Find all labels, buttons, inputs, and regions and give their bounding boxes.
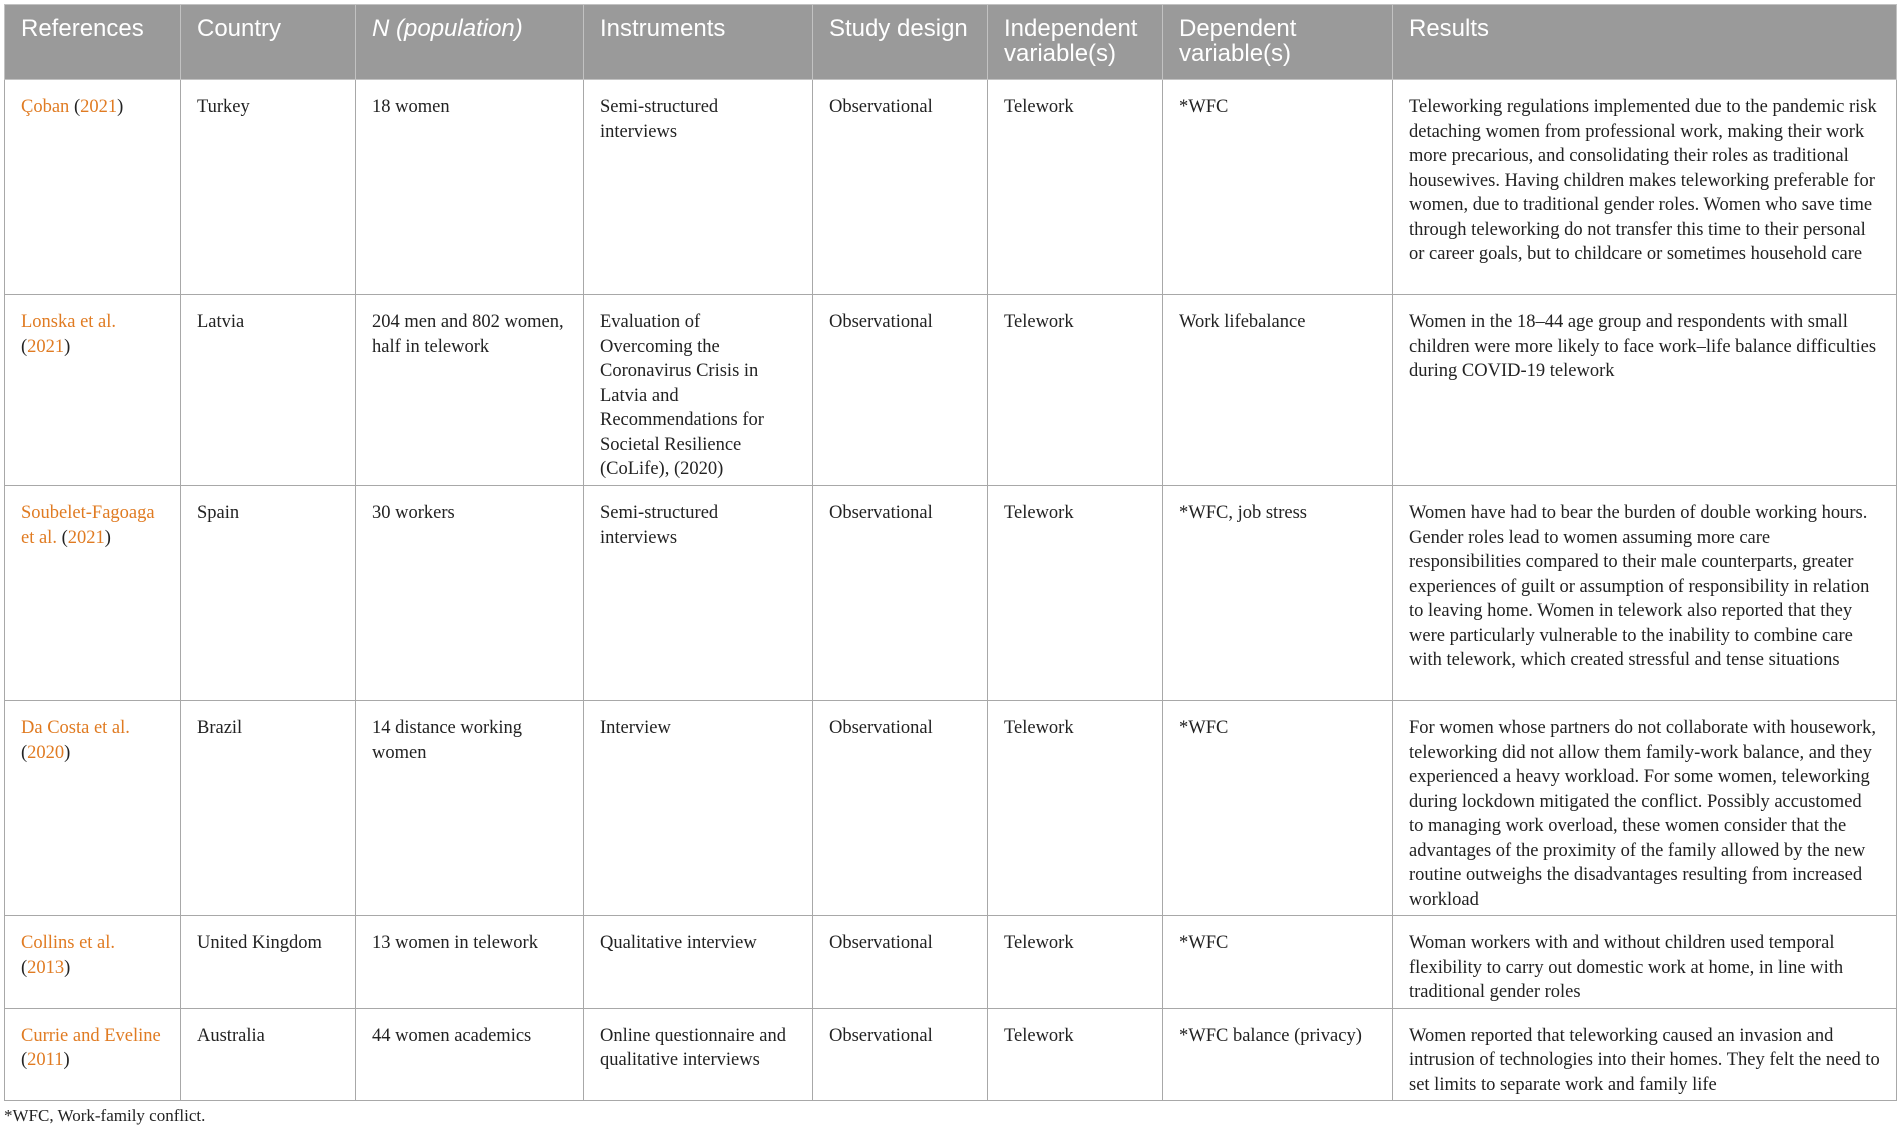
dependent-cell: Work lifebalance <box>1163 295 1393 486</box>
reference-cell: Çoban (2021) <box>5 80 181 295</box>
table-row <box>5 80 1897 295</box>
instruments-cell: Interview <box>584 701 813 916</box>
independent-cell: Telework <box>988 295 1163 486</box>
reference-author-link[interactable]: Lonska et al. <box>21 312 117 332</box>
reference-cell: Da Costa et al. (2020) <box>5 701 181 916</box>
reference-author-link[interactable]: Collins et al. <box>21 933 116 953</box>
population-cell: 14 distance working women <box>356 701 584 916</box>
population-cell: 13 women in telework <box>356 916 584 1009</box>
table-row <box>5 701 1897 916</box>
dependent-cell: *WFC, job stress <box>1163 486 1393 701</box>
population-cell: 30 workers <box>356 486 584 701</box>
dependent-cell: *WFC <box>1163 916 1393 1009</box>
population-cell: 18 women <box>356 80 584 295</box>
instruments-cell: Semi-structured interviews <box>584 486 813 701</box>
design-cell: Observational <box>813 80 988 295</box>
header-results: Results <box>1393 5 1897 80</box>
reference-year-link[interactable]: 2013 <box>27 957 65 978</box>
design-cell: Observational <box>813 486 988 701</box>
results-cell: Women in the 18–44 age group and respondents with small children were more likely to face work–life balance difficulties during COVID-19 telework <box>1393 295 1897 486</box>
header-study-design: Study design <box>813 5 988 80</box>
reference-cell: Currie and Eveline (2011) <box>5 1008 181 1101</box>
instruments-cell: Online questionnaire and qualitative interviews <box>584 1008 813 1101</box>
results-cell: Teleworking regulations implemented due to the pandemic risk detaching women from professional work, making their work more precarious, and consolidating their roles as traditional housewives. Having children makes teleworking preferable for women, due to traditional gender roles. Women who save time through teleworking do not transfer this time to their personal or career goals, but to childcare or sometimes household care <box>1393 80 1897 295</box>
reference-author-link[interactable]: Soubelet-Fagoaga et al. <box>21 503 155 548</box>
country-cell: Latvia <box>181 295 356 486</box>
instruments-cell: Evaluation of Overcoming the Coronavirus Crisis in Latvia and Recommendations for Societal Resilience (CoLife), (2020) <box>584 295 813 486</box>
header-independent-variables: Independent variable(s) <box>988 5 1163 80</box>
header-country: Country <box>181 5 356 80</box>
reference-author-link[interactable]: Çoban <box>21 97 70 117</box>
instruments-cell: Qualitative interview <box>584 916 813 1009</box>
reference-year-link[interactable]: 2021 <box>27 336 65 357</box>
results-cell: Woman workers with and without children used temporal flexibility to carry out domestic work at home, in line with traditional gender roles <box>1393 916 1897 1009</box>
independent-cell: Telework <box>988 916 1163 1009</box>
table-body <box>5 80 1897 1101</box>
results-cell: For women whose partners do not collaborate with housework, teleworking did not allow them family-work balance, and they experienced a heavy workload. For some women, teleworking during lockdown mitigated the conflict. Possibly accustomed to managing work overload, these women consider that the advantages of the proximity of the family allowed by the new routine outweighs the disadvantages resulting from increased workload <box>1393 701 1897 916</box>
independent-cell: Telework <box>988 486 1163 701</box>
independent-cell: Telework <box>988 701 1163 916</box>
reference-year-link[interactable]: 2021 <box>67 527 105 548</box>
reference-author-link[interactable]: Da Costa et al. <box>21 718 130 738</box>
dependent-cell: *WFC balance (privacy) <box>1163 1008 1393 1101</box>
table-row <box>5 916 1897 1009</box>
design-cell: Observational <box>813 295 988 486</box>
country-cell: Australia <box>181 1008 356 1101</box>
design-cell: Observational <box>813 1008 988 1101</box>
design-cell: Observational <box>813 701 988 916</box>
results-cell: Women have had to bear the burden of double working hours. Gender roles lead to women assuming more care responsibilities compared to their male counterparts, greater experiences of guilt or assumption of responsibility in relation to leaving home. Women in telework also reported that they were particularly vulnerable to the inability to combine care with telework, which created stressful and tense situations <box>1393 486 1897 701</box>
studies-table <box>4 4 1897 1101</box>
reference-cell: Lonska et al. (2021) <box>5 295 181 486</box>
instruments-cell: Semi-structured interviews <box>584 80 813 295</box>
country-cell: Turkey <box>181 80 356 295</box>
independent-cell: Telework <box>988 1008 1163 1101</box>
reference-year-link[interactable]: 2011 <box>27 1050 64 1070</box>
header-population: N (population) <box>356 5 584 80</box>
table-row <box>5 295 1897 486</box>
header-dependent-variables: Dependent variable(s) <box>1163 5 1393 80</box>
header-references: References <box>5 5 181 80</box>
results-cell: Women reported that teleworking caused an invasion and intrusion of technologies into their homes. They felt the need to set limits to separate work and family life <box>1393 1008 1897 1101</box>
table-container <box>4 4 1896 1101</box>
table-header <box>5 5 1897 80</box>
country-cell: Brazil <box>181 701 356 916</box>
table-row <box>5 1008 1897 1101</box>
reference-author-link[interactable]: Currie and Eveline <box>21 1025 161 1046</box>
country-cell: Spain <box>181 486 356 701</box>
country-cell: United Kingdom <box>181 916 356 1009</box>
population-cell: 204 men and 802 women, half in telework <box>356 295 584 486</box>
dependent-cell: *WFC <box>1163 80 1393 295</box>
design-cell: Observational <box>813 916 988 1009</box>
table-row <box>5 486 1897 701</box>
header-row <box>5 5 1897 80</box>
table-footnote: *WFC, Work-family conflict. <box>4 1106 206 1125</box>
reference-year-link[interactable]: 2020 <box>27 742 65 763</box>
reference-year-link[interactable]: 2021 <box>80 97 118 117</box>
dependent-cell: *WFC <box>1163 701 1393 916</box>
independent-cell: Telework <box>988 80 1163 295</box>
population-cell: 44 women academics <box>356 1008 584 1101</box>
reference-cell: Collins et al. (2013) <box>5 916 181 1009</box>
header-instruments: Instruments <box>584 5 813 80</box>
reference-cell: Soubelet-Fagoaga et al. (2021) <box>5 486 181 701</box>
